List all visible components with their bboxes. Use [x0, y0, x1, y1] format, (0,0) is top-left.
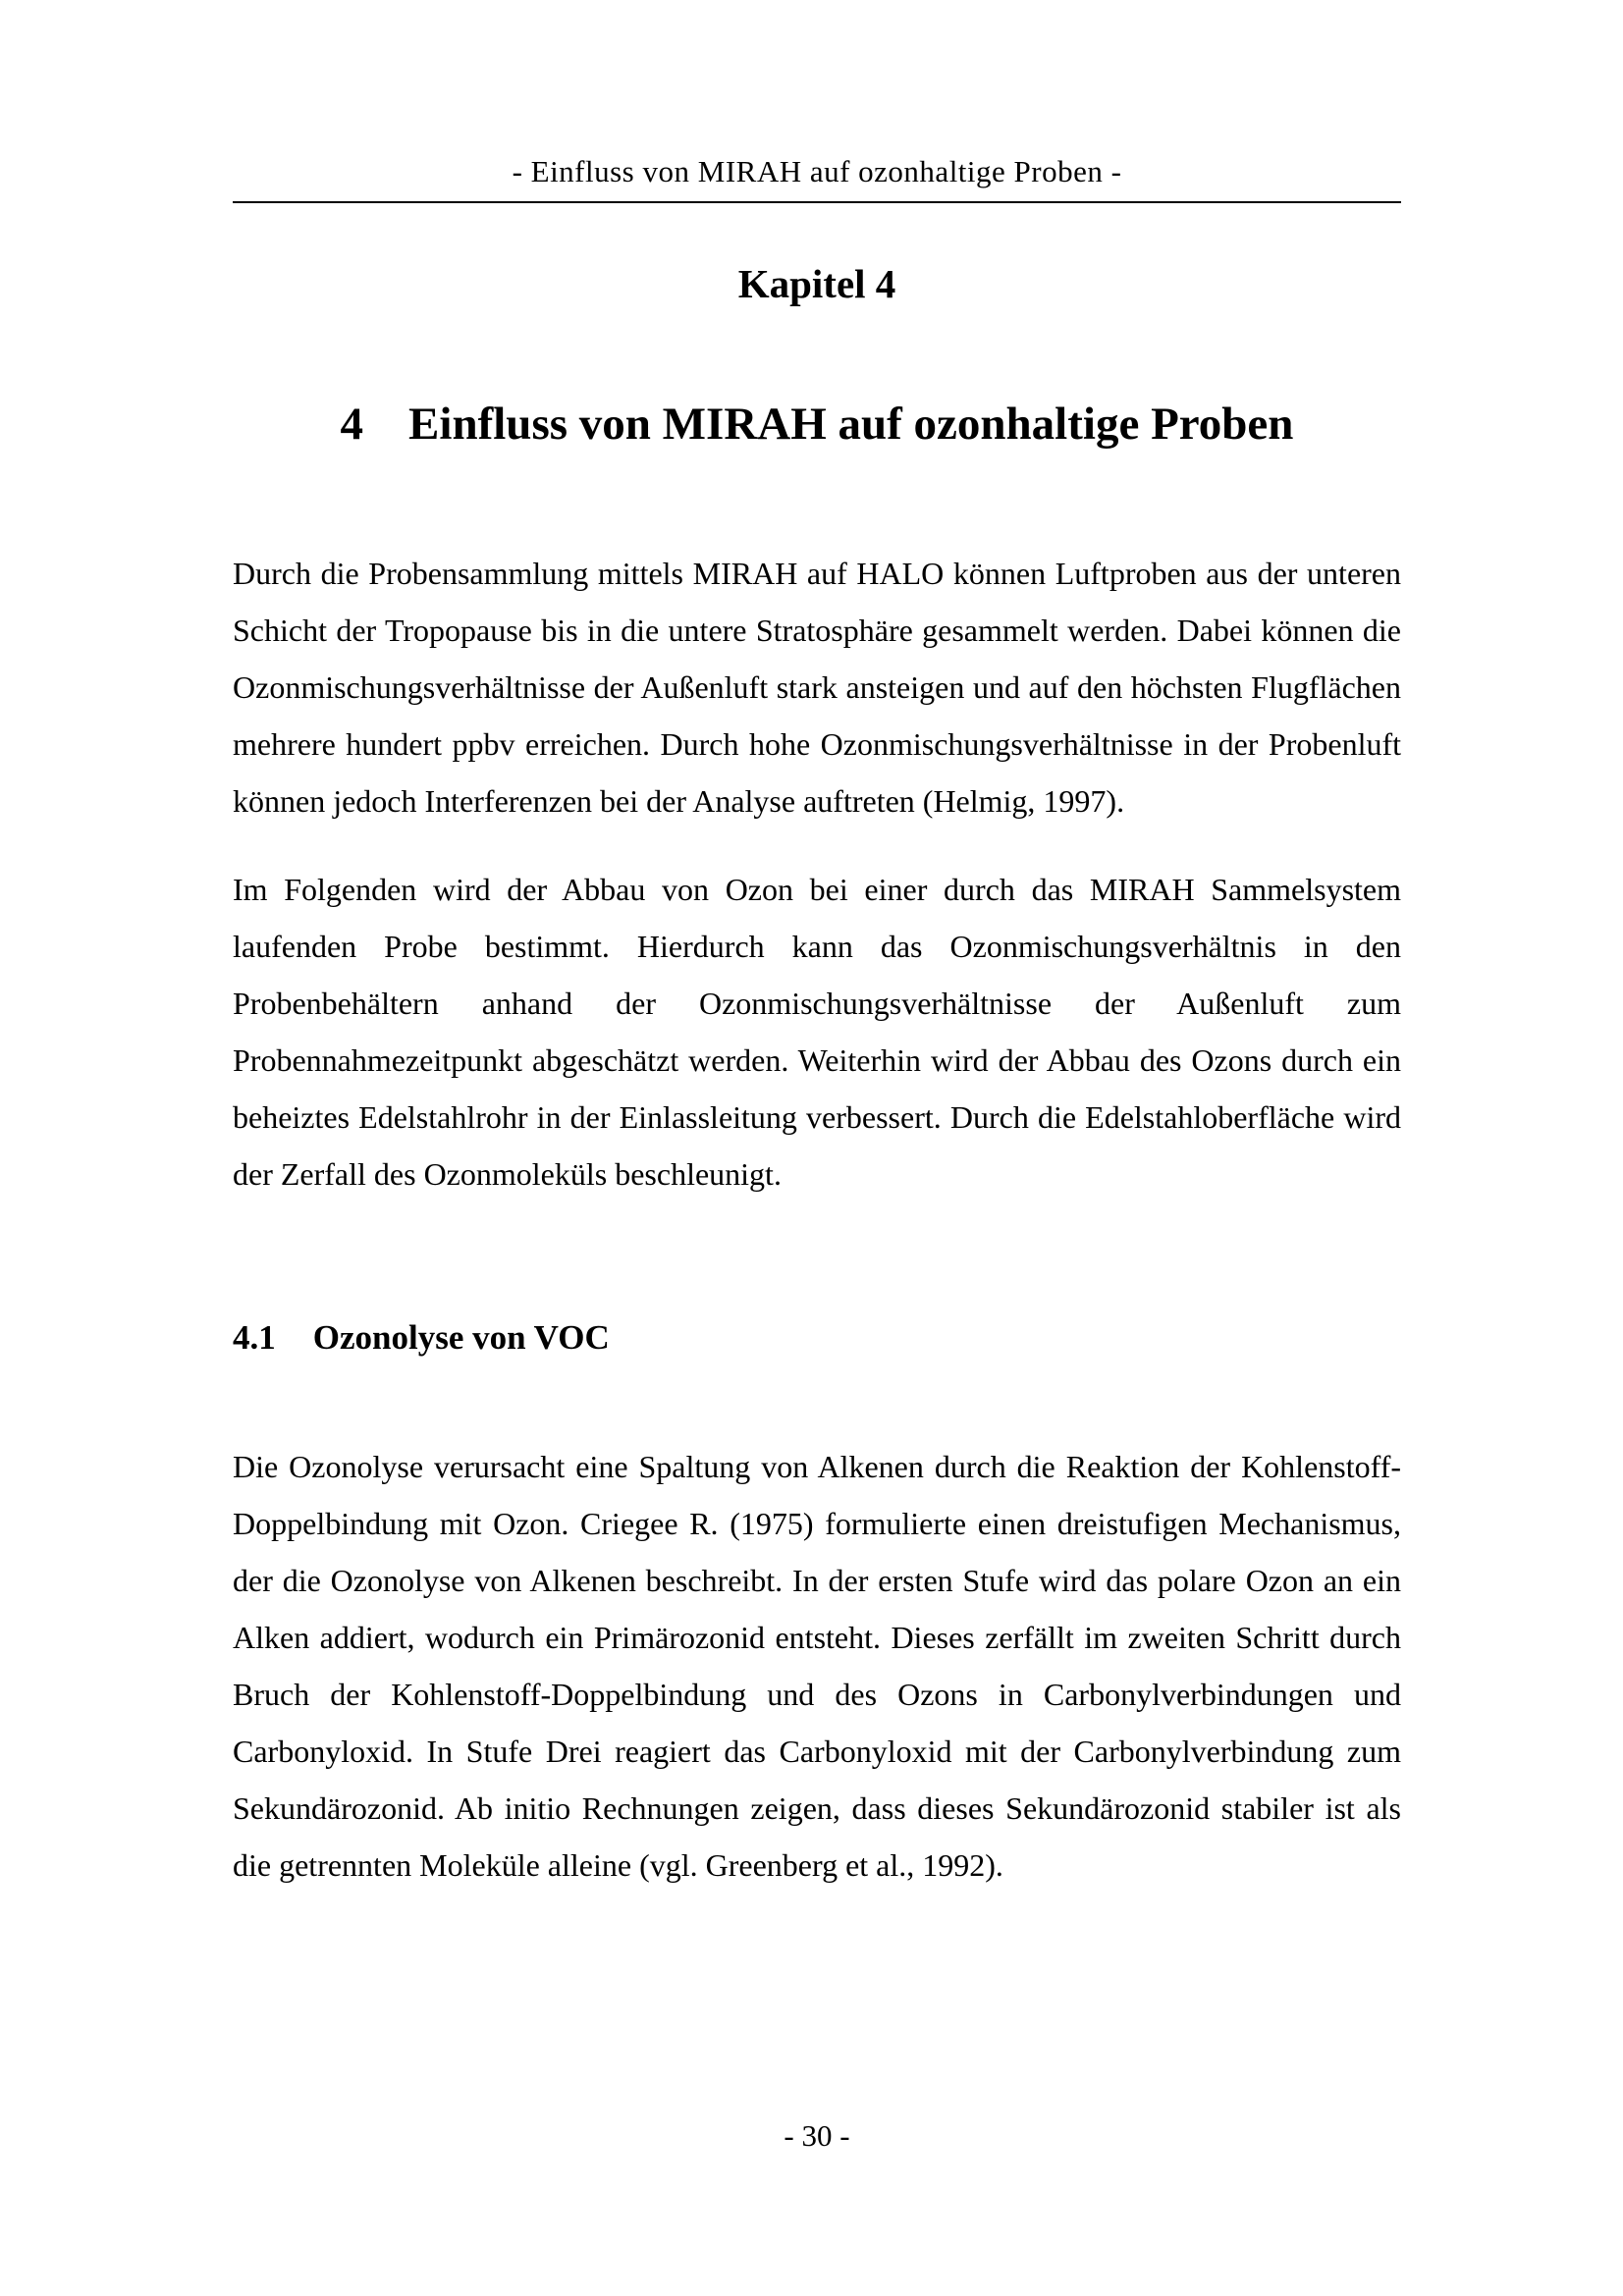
chapter-heading-title: Einfluss von MIRAH auf ozonhaltige Proben	[408, 399, 1294, 451]
page-content	[233, 0, 1401, 1925]
section-heading-title: Ozonolyse von VOC	[312, 1318, 610, 1358]
chapter-heading-number: 4	[340, 399, 364, 451]
body-paragraph-2: Im Folgenden wird der Abbau von Ozon bei einer durch das MIRAH Sammelsystem laufenden Probe bestimmt. Hierdurch kann das Ozonmischungsverhältnis in den Probenbehältern anhand der Ozonmischungsverhältnisse der Außenluft zum Probennahmezeitpunkt abgeschätzt werden. Weiterhin wird der Abbau des Ozons durch ein beheiztes Edelstahlrohr in der Einlassleitung verbessert. Durch die Edelstahloberfläche wird der Zerfall des Ozonmoleküls beschleunigt.	[233, 872, 1401, 1193]
chapter-label: Kapitel 4	[737, 261, 896, 307]
page-number-footer: - 30 -	[784, 2118, 850, 2153]
section-heading-number: 4.1	[233, 1318, 276, 1358]
section-paragraph-1: Die Ozonolyse verursacht eine Spaltung von Alkenen durch die Reaktion der Kohlenstoff-Doppelbindung mit Ozon. Criegee R. (1975) formulierte einen dreistufigen Mechanismus, der die Ozonolyse von Alkenen beschreibt. In der ersten Stufe wird das polare Ozon an ein Alken addiert, wodurch ein Primärozonid entsteht. Dieses zerfällt im zweiten Schritt durch Bruch der Kohlenstoff-Doppelbindung und des Ozons in Carbonylverbindungen und Carbonyloxid. In Stufe Drei reagiert das Carbonyloxid mit der Carbonylverbindung zum Sekundärozonid. Ab initio Rechnungen zeigen, dass dieses Sekundärozonid stabiler ist als die getrennten Moleküle alleine (vgl. Greenberg et al., 1992).	[233, 1449, 1401, 1884]
section-heading	[233, 1318, 1401, 1358]
body-paragraph-1: Durch die Probensammlung mittels MIRAH auf HALO können Luftproben aus der unteren Schicht der Tropopause bis in die untere Stratosphäre gesammelt werden. Dabei können die Ozonmischungsverhältnisse der Außenluft stark ansteigen und auf den höchsten Flugflächen mehrere hundert ppbv erreichen. Durch hohe Ozonmischungsverhältnisse in der Probenluft können jedoch Interferenzen bei der Analyse auftreten (Helmig, 1997).	[233, 556, 1401, 820]
chapter-heading	[233, 398, 1401, 451]
running-header: - Einfluss von MIRAH auf ozonhaltige Proben -	[233, 153, 1401, 203]
